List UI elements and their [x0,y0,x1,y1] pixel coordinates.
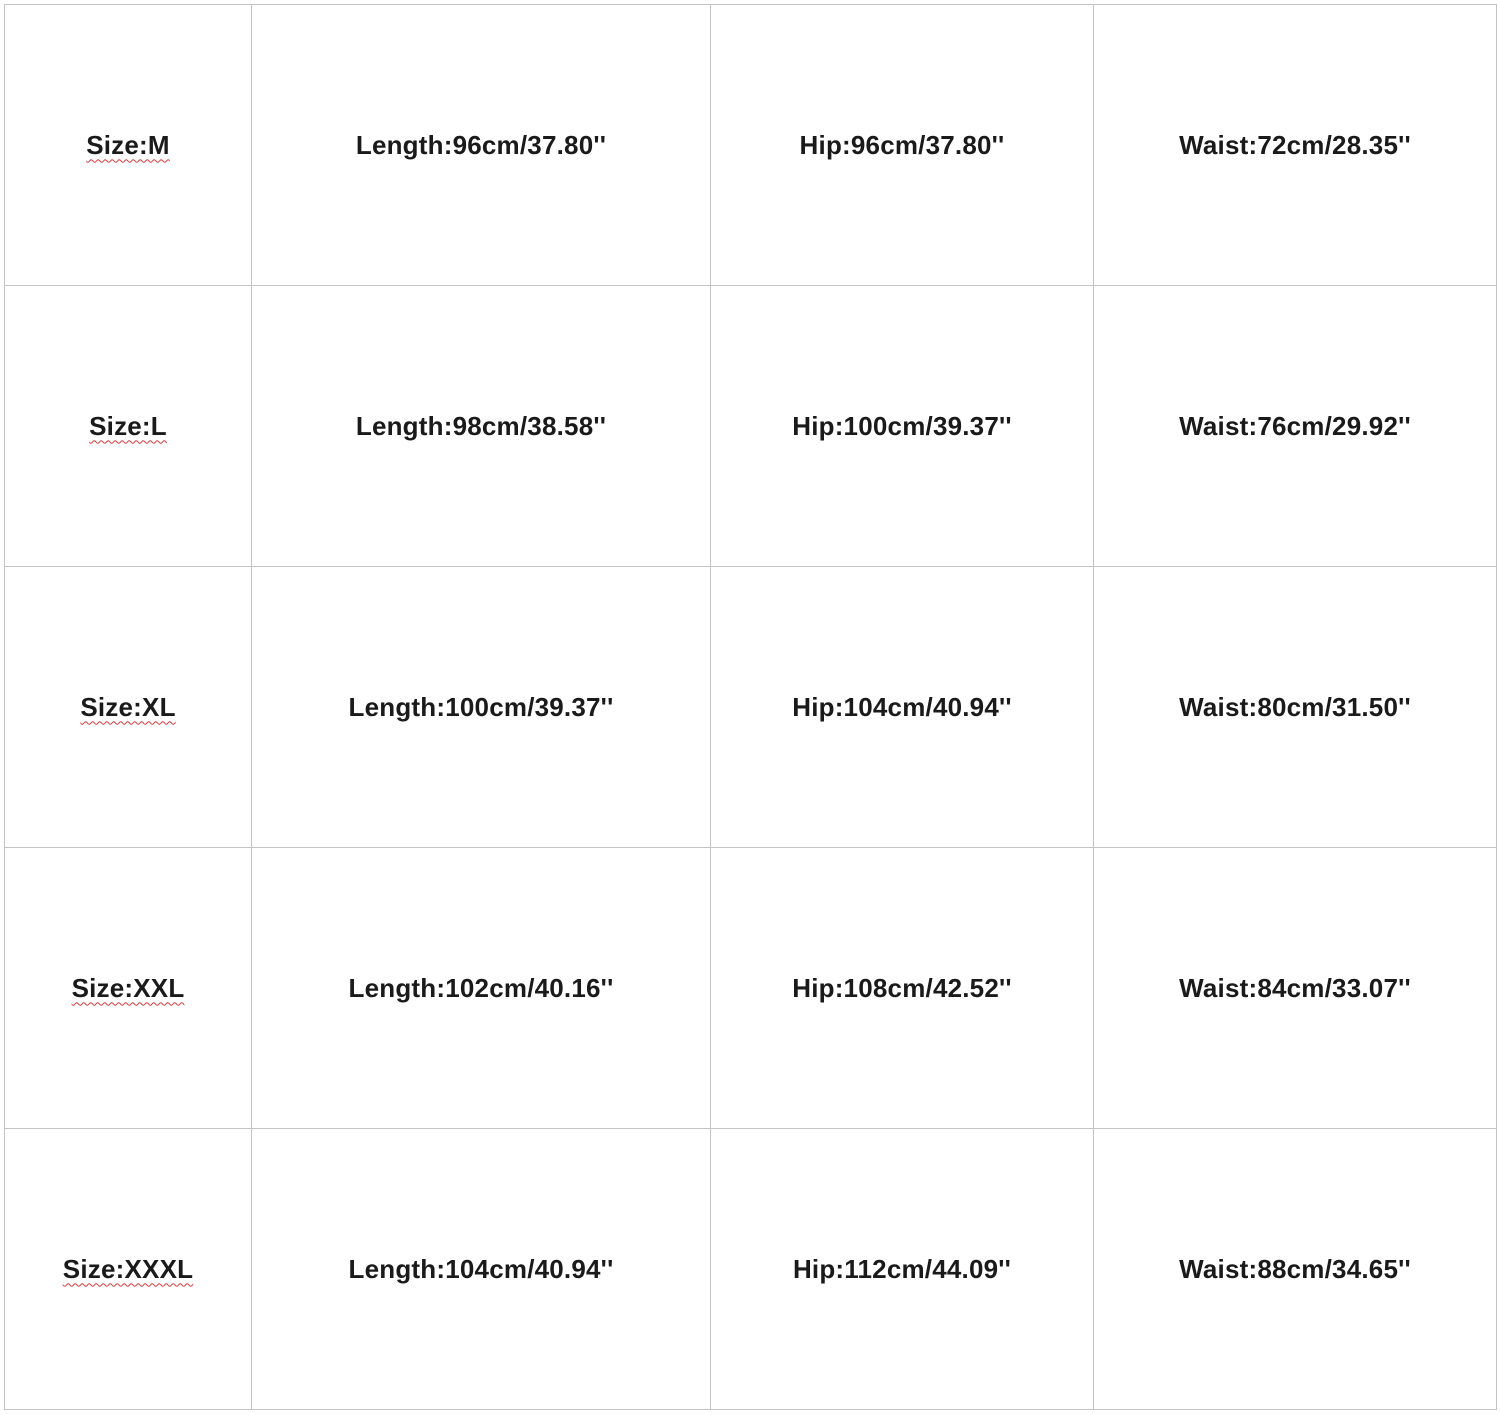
length-cell: Length:96cm/37.80'' [252,5,711,286]
waist-cell: Waist:84cm/33.07'' [1094,848,1497,1129]
table-row [5,848,1497,1129]
size-label: Size:L [89,410,167,441]
table-row [5,1129,1497,1410]
hip-cell: Hip:100cm/39.37'' [711,286,1094,567]
length-cell: Length:104cm/40.94'' [252,1129,711,1410]
size-cell [5,848,252,1129]
length-cell: Length:102cm/40.16'' [252,848,711,1129]
size-label: Size:M [86,129,170,160]
hip-cell: Hip:96cm/37.80'' [711,5,1094,286]
size-cell [5,286,252,567]
size-cell [5,5,252,286]
hip-cell: Hip:112cm/44.09'' [711,1129,1094,1410]
table-row [5,567,1497,848]
table-row [5,286,1497,567]
length-cell: Length:100cm/39.37'' [252,567,711,848]
waist-cell: Waist:72cm/28.35'' [1094,5,1497,286]
waist-cell: Waist:76cm/29.92'' [1094,286,1497,567]
size-cell [5,567,252,848]
size-chart-table [4,4,1497,1410]
size-label: Size:XL [80,691,176,722]
hip-cell: Hip:108cm/42.52'' [711,848,1094,1129]
table-row [5,5,1497,286]
size-label: Size:XXXL [62,1253,194,1284]
waist-cell: Waist:88cm/34.65'' [1094,1129,1497,1410]
size-label: Size:XXL [71,972,185,1003]
waist-cell: Waist:80cm/31.50'' [1094,567,1497,848]
length-cell: Length:98cm/38.58'' [252,286,711,567]
hip-cell: Hip:104cm/40.94'' [711,567,1094,848]
size-cell [5,1129,252,1410]
